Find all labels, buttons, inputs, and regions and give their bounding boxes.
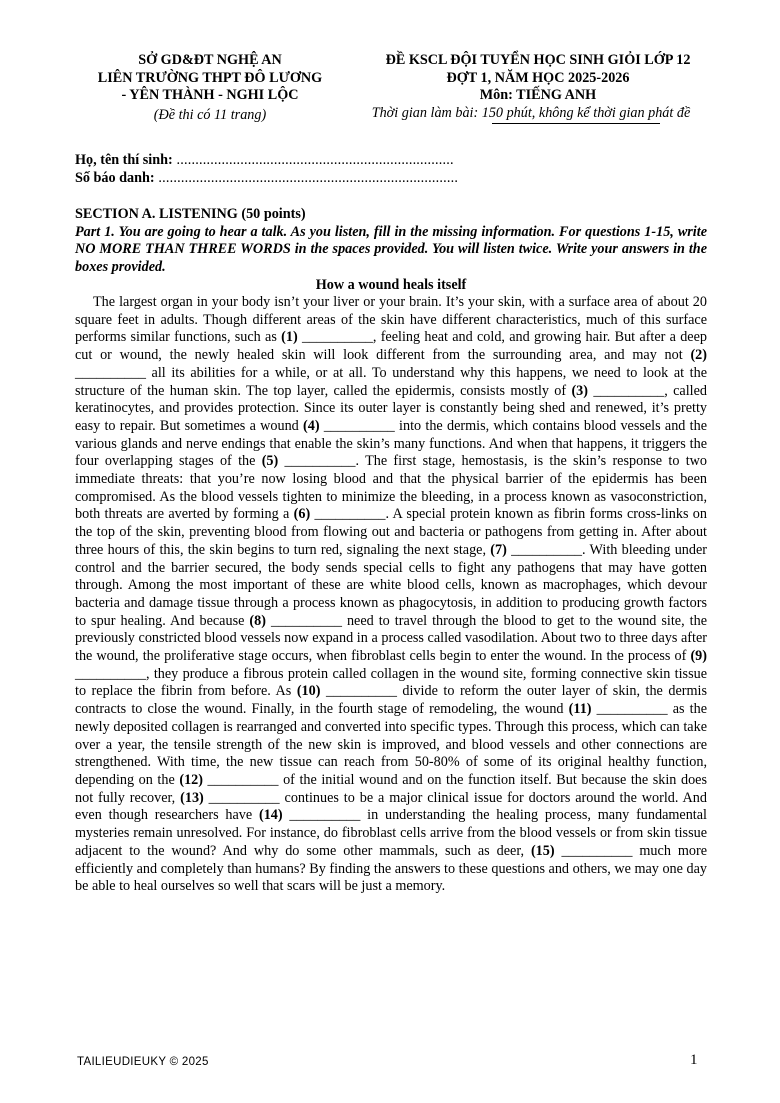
passage-segment: __________ as the newly deposited collagen is rearranged and converted into specific types. Through this process, which can take over a year, the tensile strength of the new skin is improved, and blood vessels and other connections are strengthened. With time, the new tissue can reach from 50-80% of some of its original healthy function, depending on the — [75, 701, 707, 788]
footer-watermark: TAILIEUDIEUKY © 2025 — [77, 1056, 209, 1068]
question-number: (2) — [690, 347, 707, 364]
question-number: (14) — [258, 807, 283, 824]
question-number: (13) — [180, 789, 204, 806]
school-block — [75, 52, 345, 152]
question-number: (11) — [568, 701, 592, 718]
question-number: (15) — [530, 842, 555, 859]
question-number: (10) — [296, 683, 321, 700]
passage-title: How a wound heals itself — [315, 277, 467, 293]
passage-segment: __________, feeling heat and cold, and growing hair. But after a deep cut or wound, the newly healed skin will look different from the surrounding area, and may not — [75, 329, 707, 364]
candidate-id-label: Số báo danh: — [75, 169, 155, 186]
exam-title: ĐỀ KSCL ĐỘI TUYỂN HỌC SINH GIỎI LỚP 12 — [385, 52, 691, 68]
candidate-id-row — [75, 170, 707, 188]
passage-segment: __________ divide to reform the outer layer of skin, the dermis contracts to close the wound. Finally, in the fourth stage of remodeling, the wound — [75, 683, 707, 718]
question-number: (7) — [490, 541, 507, 558]
question-number: (6) — [293, 506, 311, 523]
candidate-name-row — [75, 152, 707, 170]
exam-header — [75, 52, 707, 152]
passage-segment: __________ into the dermis, which contains blood vessels and the various glands and nerve endings that enable the skin’s many functions. And when that happens, it triggers the four overlapping stages of the — [75, 417, 707, 470]
question-number: (3) — [571, 382, 588, 399]
question-number: (4) — [303, 417, 320, 434]
part-instruction: Part 1. You are going to hear a talk. As you listen, fill in the missing information. For questions 1-15, write NO MORE THAN THREE WORDS in the spaces provided. You will listen twice. Write your answers in the boxes provided. — [75, 223, 707, 275]
passage-segment: __________ much more efficiently and completely than humans? By finding the answers to these questions and others, we may one day be able to heal ourselves so well that scars will be just a memory. — [75, 842, 707, 895]
passage-segment: __________ in understanding the healing process, many fundamental mysteries remain unresolved. For instance, do fibroblast cells arrive from the blood vessels or from skin tissue adjacent to the wound? And why do some other mammals, such as deer, — [75, 807, 707, 859]
question-number: (8) — [249, 612, 266, 629]
passage-segment: __________, called keratinocytes, and provides protection. Since its outer layer is constantly being shed and renewed, it’s pretty easy to repair. But sometimes a wound — [75, 382, 707, 434]
school-name-cont: - YÊN THÀNH - NGHI LỘC — [121, 87, 299, 103]
school-name: LIÊN TRƯỜNG THPT ĐÔ LƯƠNG — [97, 69, 323, 86]
passage-text — [75, 294, 707, 896]
candidate-id-field: ................................................................................ — [154, 169, 459, 186]
passage-segment: __________. A special protein known as fibrin forms cross-links on the top of the skin, preventing blood from flowing out and bacteria or pathogens from getting in. After about three hours of this, the skin begins to turn red, signaling the next stage, — [75, 506, 707, 558]
passage-segment: __________. With bleeding under control and the barrier secured, the body sends special cells to fight any pathogens that may have gotten through. Among the most important of these are white blood cells, known as macrophages, which devour bacteria and damage tissue through a process known as phagocytosis, in addition to producing growth factors to spur healing. And because — [75, 541, 708, 629]
exam-round: ĐỢT 1, NĂM HỌC 2025-2026 — [446, 69, 630, 86]
candidate-name-field: .......................................................................... — [172, 152, 454, 168]
section-title: SECTION A. LISTENING (50 points) — [75, 206, 306, 222]
page-number: 1 — [690, 1052, 698, 1068]
question-number: (1) — [281, 329, 298, 346]
passage-segment: __________ all its abilities for a while, or at all. To understand why this happens, we need to look at the structure of the human skin. The top layer, called the epidermis, consists mostly of — [75, 364, 707, 399]
exam-time: Thời gian làm bài: 150 phút, không kể thời gian phát đề — [371, 104, 691, 121]
passage-segment: __________ continues to be a major clinical issue for doctors around the world. And even though researchers have — [75, 789, 707, 824]
department-name: SỞ GD&ĐT NGHỆ AN — [138, 52, 282, 68]
title-underline — [492, 123, 660, 124]
exam-page — [75, 52, 707, 896]
passage-segment: __________ need to travel through the blood to get to the wound site, the previously constricted blood vessels now expand in a process called vasodilation. About two to three days after the wound, the proliferative stage occurs, when fibroblast cells begin to enter the wound. In the process of — [75, 612, 707, 665]
page-count-note: (Đề thi có 11 trang) — [153, 106, 267, 123]
passage-segment: __________. The first stage, hemostasis, is the skin’s response to two immediate threats: that you’re now losing blood and that the physical barrier of the epidermis has been compromised. As the blood vessels tighten to minimize the bleeding, in a process known as vasoconstriction, both threats are averted by forming a — [75, 453, 707, 523]
exam-title-block — [363, 52, 713, 152]
candidate-name-label: Họ, tên thí sinh: — [75, 152, 173, 168]
exam-subject: Môn: TIẾNG ANH — [479, 87, 597, 103]
passage-segment: __________, they produce a fibrous protein called collagen in the wound site, forming connective skin tissue to replace the fibrin from before. As — [75, 665, 707, 700]
question-number: (12) — [179, 771, 203, 788]
question-number: (5) — [261, 453, 279, 470]
candidate-info — [75, 152, 707, 187]
passage-segment: __________ of the initial wound and on the function itself. But because the skin does not fully recover, — [75, 771, 707, 806]
passage-segment: The largest organ in your body isn’t your liver or your brain. It’s your skin, with a surface area of about 20 square feet in adults. Though different areas of the skin have different characteristics, much of this surface performs similar functions, such as — [75, 294, 707, 346]
question-number: (9) — [690, 648, 707, 665]
